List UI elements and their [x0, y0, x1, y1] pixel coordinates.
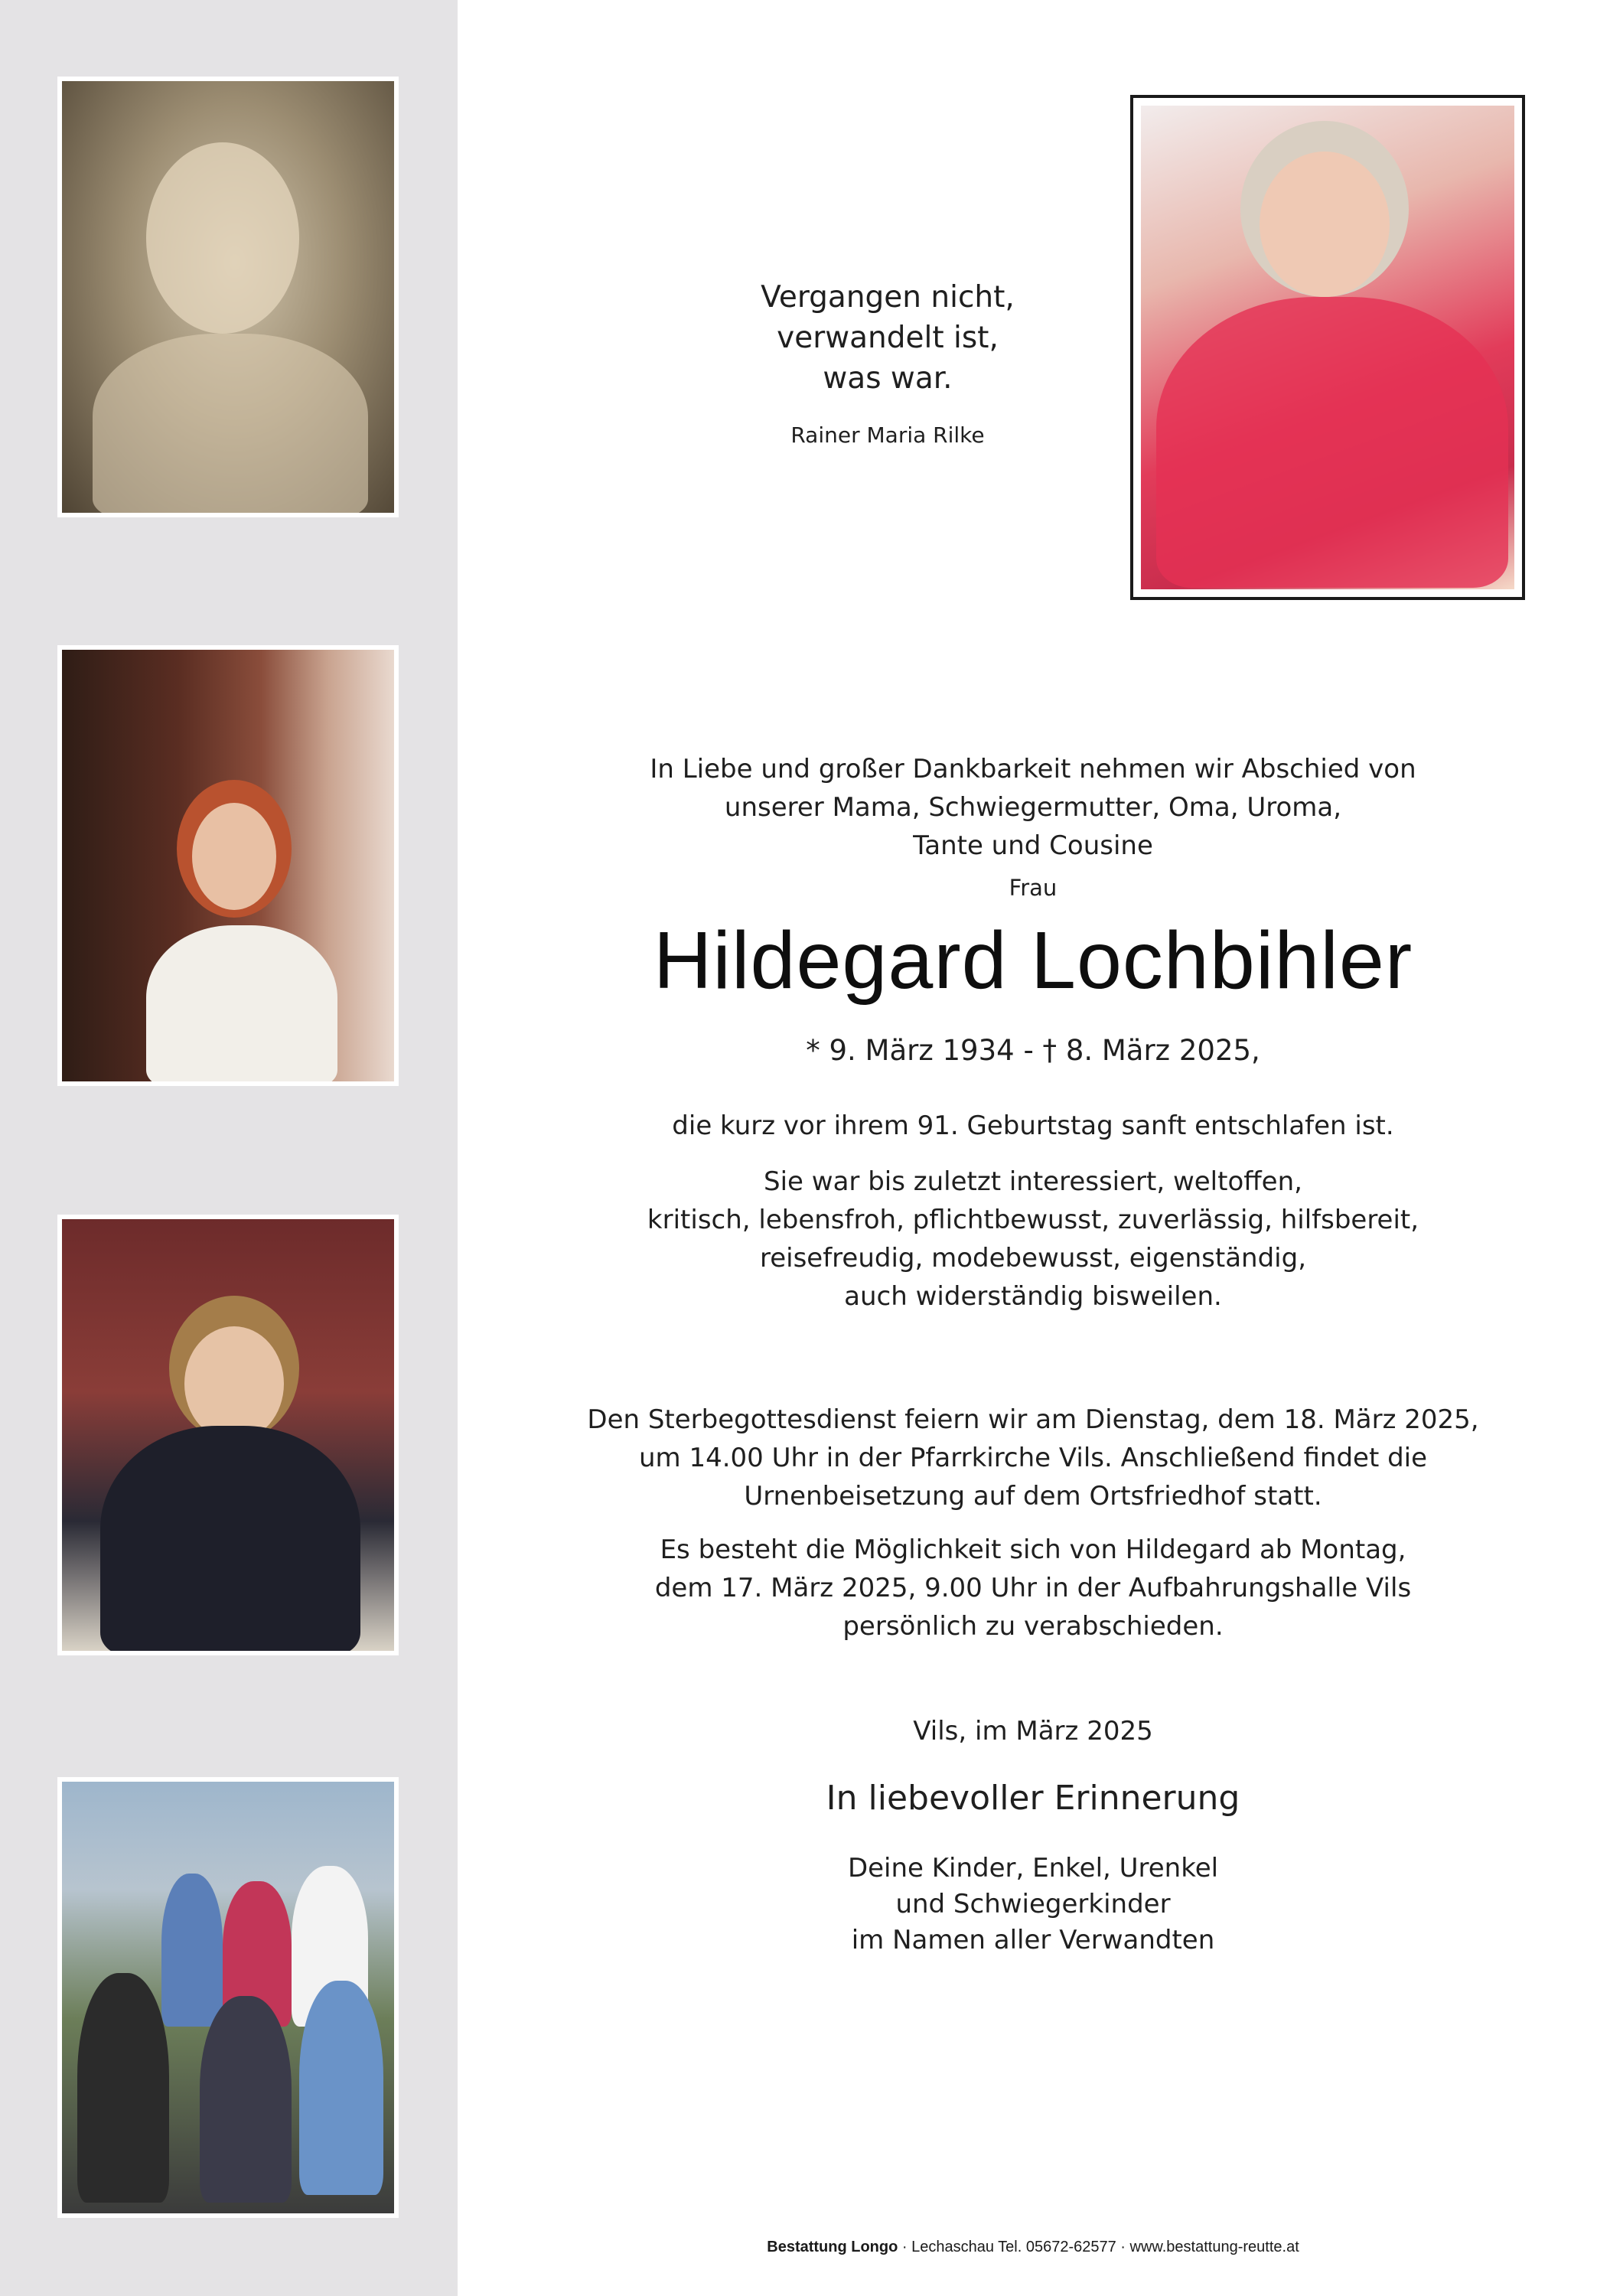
- intro-line: Tante und Cousine: [913, 830, 1153, 861]
- memory-heading: In liebevoller Erinnerung: [826, 1779, 1240, 1818]
- portrait-photo-young: [57, 77, 399, 517]
- traits-line: Sie war bis zuletzt interessiert, weltoffen,: [764, 1166, 1302, 1197]
- viewing-line: Es besteht die Möglichkeit sich von Hildegard ab Montag,: [660, 1534, 1406, 1565]
- traits-line: reisefreudig, modebewusst, eigenständig,: [759, 1243, 1307, 1274]
- service-line: Den Sterbegottesdienst feiern wir am Dienstag, dem 18. März 2025,: [587, 1404, 1479, 1435]
- deceased-name: Hildegard Lochbihler: [653, 915, 1413, 1006]
- viewing-line: persönlich zu verabschieden.: [842, 1611, 1224, 1642]
- traits-text: [520, 1163, 1546, 1316]
- quote: [673, 277, 1102, 399]
- traits-line: kritisch, lebensfroh, pflichtbewusst, zuverlässig, hilfsbereit,: [647, 1205, 1419, 1235]
- traits-line: auch widerständig bisweilen.: [844, 1281, 1222, 1312]
- intro-text: [520, 750, 1546, 865]
- life-dates: * 9. März 1934 - † 8. März 2025,: [806, 1034, 1260, 1067]
- place-date: Vils, im März 2025: [913, 1716, 1153, 1746]
- service-text: [520, 1401, 1546, 1515]
- service-line: Urnenbeisetzung auf dem Ortsfriedhof statt.: [744, 1481, 1322, 1512]
- footer-brand: Bestattung Longo: [767, 2239, 898, 2255]
- family-group-photo: [57, 1777, 399, 2218]
- quote-line: was war.: [823, 361, 953, 396]
- quote-line: verwandelt ist,: [777, 321, 999, 355]
- intro-line: unserer Mama, Schwiegermutter, Oma, Uroma,: [724, 792, 1342, 823]
- service-line: um 14.00 Uhr in der Pfarrkirche Vils. Anschließend findet die: [638, 1443, 1428, 1473]
- age-line: die kurz vor ihrem 91. Geburtstag sanft entschlafen ist.: [672, 1110, 1394, 1141]
- intro-line: In Liebe und großer Dankbarkeit nehmen wir Abschied von: [650, 754, 1416, 784]
- family-line: und Schwiegerkinder: [895, 1889, 1171, 1919]
- title-frau: Frau: [1009, 875, 1058, 901]
- portrait-photo-redhair: [57, 645, 399, 1086]
- portrait-photo-older: [57, 1215, 399, 1655]
- family-line: im Namen aller Verwandten: [851, 1925, 1215, 1955]
- main-portrait-photo: [1130, 95, 1525, 600]
- footer-details: · Lechaschau Tel. 05672-62577 · www.bestattung-reutte.at: [898, 2239, 1299, 2255]
- viewing-line: dem 17. März 2025, 9.00 Uhr in der Aufbahrungshalle Vils: [654, 1573, 1412, 1603]
- footer: [520, 2239, 1546, 2256]
- family-line: Deine Kinder, Enkel, Urenkel: [847, 1853, 1219, 1883]
- quote-author: Rainer Maria Rilke: [790, 422, 985, 448]
- quote-line: Vergangen nicht,: [761, 280, 1015, 315]
- family-signature: [520, 1851, 1546, 1958]
- viewing-text: [520, 1531, 1546, 1645]
